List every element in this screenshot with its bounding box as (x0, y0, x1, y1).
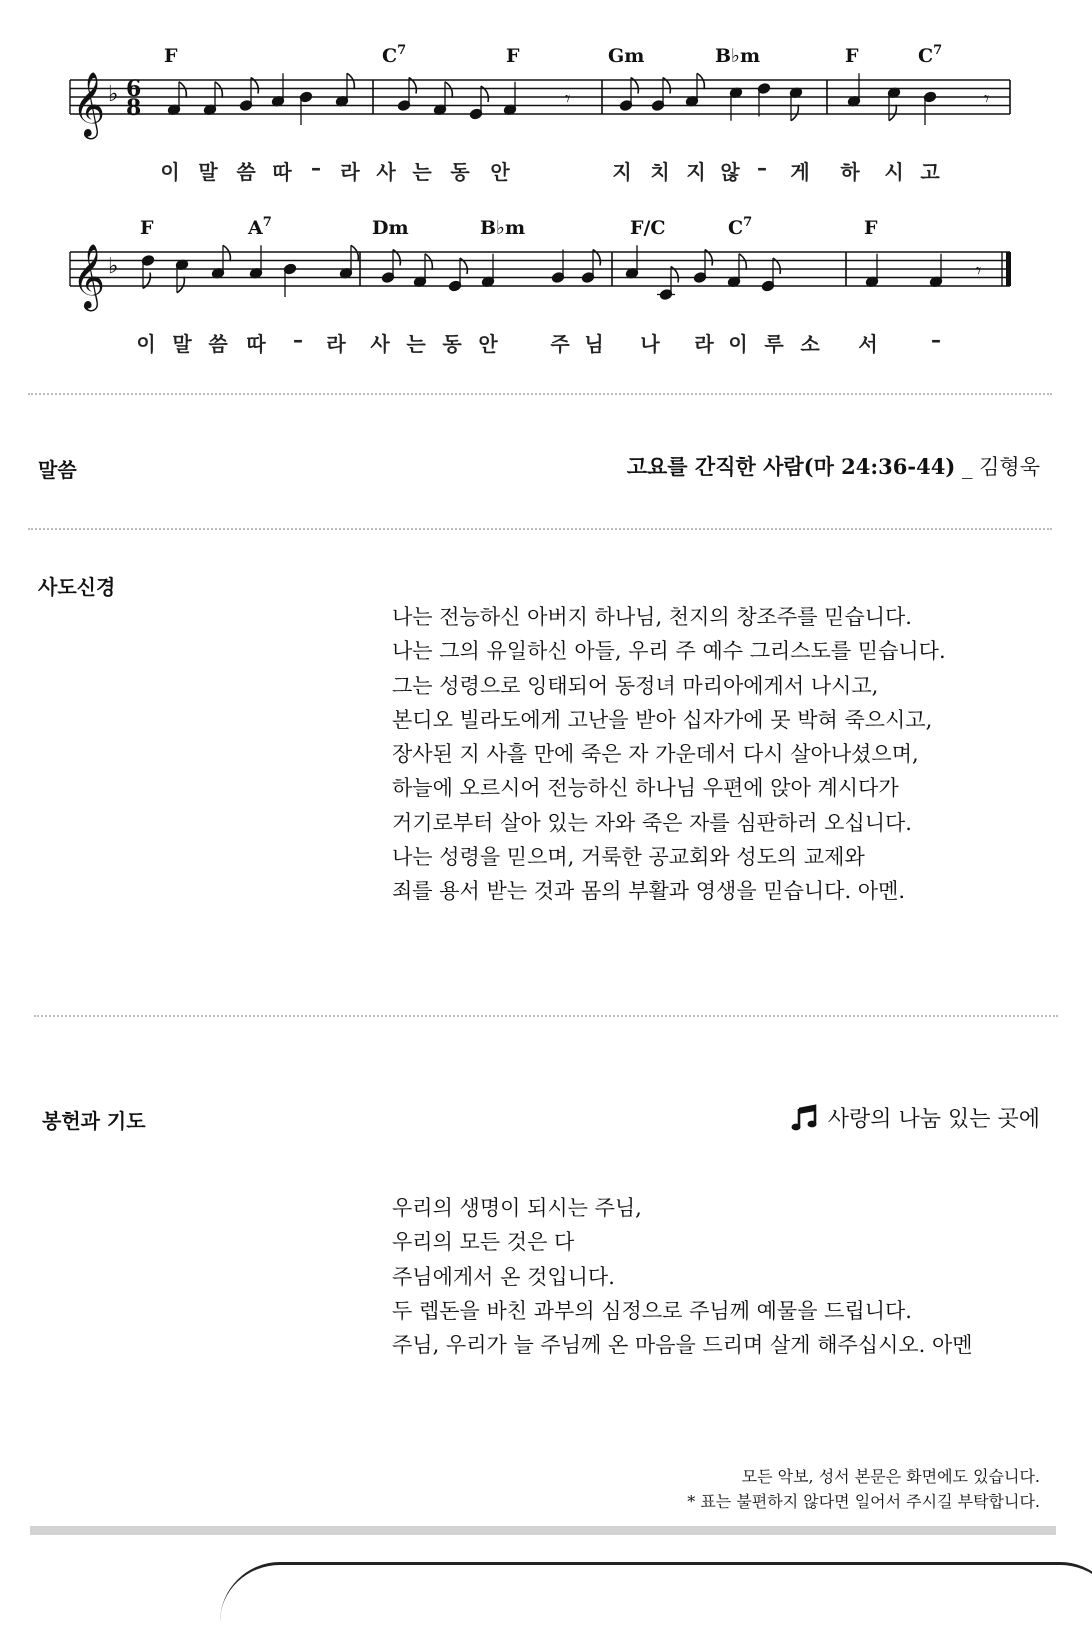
lyric-syllable: 동 (442, 332, 462, 356)
sermon-heading (627, 451, 1040, 481)
lyric-syllable: 라 (340, 160, 360, 184)
lyric-syllable: 주 (550, 332, 570, 356)
time-signature-bottom: 8 (126, 95, 142, 121)
lyric-syllable: – (311, 156, 321, 180)
hymn-title: 사랑의 나눔 있는 곳에 (827, 1107, 1040, 1132)
offering-prayer (392, 1191, 973, 1362)
time-signature-top: 6 (126, 76, 142, 102)
lyric-syllable: 님 (584, 332, 604, 356)
chord-symbol: F (506, 45, 520, 67)
divider-3 (34, 1015, 1058, 1017)
divider-2 (28, 528, 1052, 530)
note-flag (215, 82, 222, 98)
lyric-syllable: 말 (172, 332, 192, 356)
creed-line: 본디오 빌라도에게 고난을 받아 십자가에 못 박혀 죽으시고, (392, 707, 933, 732)
note-flag (445, 82, 452, 98)
creed-label: 사도신경 (38, 575, 116, 599)
bottom-bar (30, 1526, 1056, 1535)
lyric-syllable: 사 (370, 332, 390, 356)
music-score-line-2 (60, 212, 1020, 327)
lyric-syllable: 서 (858, 332, 878, 356)
final-bar-thick (1006, 252, 1011, 286)
note-flag (791, 105, 798, 121)
flat-icon: ♭ (108, 254, 119, 279)
sermon-preacher: _ 김형욱 (961, 455, 1040, 479)
note-flag (347, 73, 354, 89)
lyric-syllable: 이 (728, 332, 748, 356)
lyric-syllable: – (931, 328, 941, 352)
footnote-line-1: 모든 악보, 성서 본문은 화면에도 있습니다. (741, 1467, 1040, 1486)
lyrics-line-2 (60, 328, 1020, 360)
lyric-syllable: 하 (840, 160, 860, 184)
lyric-syllable: 지 (612, 160, 632, 184)
chord-symbol: Gm (608, 45, 645, 67)
chord-symbol: F/C (630, 217, 666, 239)
sermon-title: 고요를 간직한 사람(마 24:36-44) (626, 454, 956, 479)
creed-line: 하늘에 오르시어 전능하신 하나님 우편에 앉아 계시다가 (392, 776, 899, 801)
lyric-syllable: 는 (406, 332, 426, 356)
chord-symbol: $C^7$ (728, 215, 753, 239)
music-note-icon (790, 1103, 820, 1133)
treble-clef-icon: 𝄞 (72, 72, 106, 137)
footnote (687, 1464, 1040, 1514)
lyric-syllable: 말 (198, 160, 218, 184)
lyric-syllable: 지 (686, 160, 706, 184)
chord-symbol: B♭m (480, 217, 526, 239)
lyric-syllable: 않 (720, 160, 740, 184)
lyric-syllable: 나 (640, 332, 660, 356)
prayer-line: 두 렙돈을 바친 과부의 심정으로 주님께 예물을 드립니다. (392, 1298, 912, 1323)
chord-symbol: F (164, 45, 178, 67)
lyric-syllable: 이 (136, 332, 156, 356)
note-flag (223, 245, 230, 261)
chord-symbol: Dm (372, 217, 409, 239)
divider-1 (28, 393, 1052, 395)
creed-line: 나는 그의 유일하신 아들, 우리 주 예수 그리스도를 믿습니다. (392, 639, 946, 664)
music-score-line-1 (60, 40, 1020, 155)
footnote-line-2: * 표는 불편하지 않다면 일어서 주시길 부탁합니다. (687, 1492, 1040, 1511)
creed-line: 거기로부터 살아 있는 자와 죽은 자를 심판하러 오십니다. (392, 810, 912, 835)
lyric-syllable: 라 (326, 332, 346, 356)
creed-line: 나는 전능하신 아버지 하나님, 천지의 창조주를 믿습니다. (392, 605, 912, 629)
creed-line: 죄를 용서 받는 것과 몸의 부활과 영생을 믿습니다. 아멘. (392, 879, 906, 904)
lyric-syllable: 게 (790, 160, 810, 184)
lyric-syllable: 따 (272, 160, 292, 184)
creed-line: 그는 성령으로 잉태되어 동정녀 마리아에게서 나시고, (392, 673, 879, 698)
chord-symbol: F (845, 45, 859, 67)
note-flag (177, 277, 184, 293)
offering-hymn (790, 1102, 1040, 1133)
lyric-syllable: 시 (884, 160, 904, 184)
eighth-rest-icon: 𝄾 (976, 258, 982, 283)
chord-symbol: F (140, 217, 154, 239)
chord-symbol: F (864, 217, 878, 239)
lyric-syllable: 사 (376, 160, 396, 184)
lyric-syllable: 씀 (236, 160, 256, 184)
lyric-syllable: 안 (490, 160, 510, 184)
lyric-syllable: 고 (920, 160, 940, 184)
note-flag (739, 254, 746, 270)
lyric-syllable: 라 (694, 332, 714, 356)
prayer-line: 주님에게서 온 것입니다. (392, 1264, 615, 1289)
next-section-edge (220, 1562, 1092, 1625)
creed-line: 나는 성령을 믿으며, 거룩한 공교회와 성도의 교제와 (392, 845, 865, 870)
creed-line: 장사된 지 사흘 만에 죽은 자 가운데서 다시 살아나셨으며, (392, 742, 919, 767)
note-flag (179, 82, 186, 98)
creed-text (392, 600, 946, 909)
lyric-syllable: 는 (412, 160, 432, 184)
flat-icon: ♭ (108, 82, 119, 107)
note-flag (889, 105, 896, 121)
staff-1 (60, 40, 1020, 155)
chord-symbol: $C^7$ (382, 43, 407, 67)
note-flag (425, 254, 432, 270)
note-flag (697, 73, 704, 89)
chord-symbol: $A^7$ (248, 215, 272, 239)
chord-symbol: B♭m (715, 45, 761, 67)
lyric-syllable: – (293, 328, 303, 352)
treble-clef-icon: 𝄞 (72, 244, 106, 309)
sermon-label: 말씀 (38, 458, 77, 482)
lyric-syllable: 따 (246, 332, 266, 356)
offering-label: 봉헌과 기도 (42, 1109, 146, 1133)
eighth-rest-icon: 𝄾 (984, 86, 990, 111)
prayer-line: 우리의 생명이 되시는 주님, (392, 1196, 642, 1220)
prayer-line: 주님, 우리가 늘 주님께 온 마음을 드리며 살게 해주십시오. 아멘 (392, 1333, 973, 1358)
prayer-line: 우리의 모든 것은 다 (392, 1230, 575, 1255)
eighth-rest-icon: 𝄾 (565, 86, 571, 111)
lyric-syllable: 안 (478, 332, 498, 356)
lyric-syllable: 치 (650, 160, 670, 184)
lyric-syllable: – (757, 156, 767, 180)
lyric-syllable: 씀 (208, 332, 228, 356)
staff-2 (60, 212, 1020, 327)
chord-symbol: $C^7$ (918, 43, 943, 67)
lyric-syllable: 루 (764, 332, 784, 356)
lyric-syllable: 소 (800, 332, 820, 356)
lyrics-line-1 (60, 156, 1020, 188)
lyric-syllable: 이 (160, 160, 180, 184)
lyric-syllable: 동 (450, 160, 470, 184)
note-flag (351, 245, 358, 261)
